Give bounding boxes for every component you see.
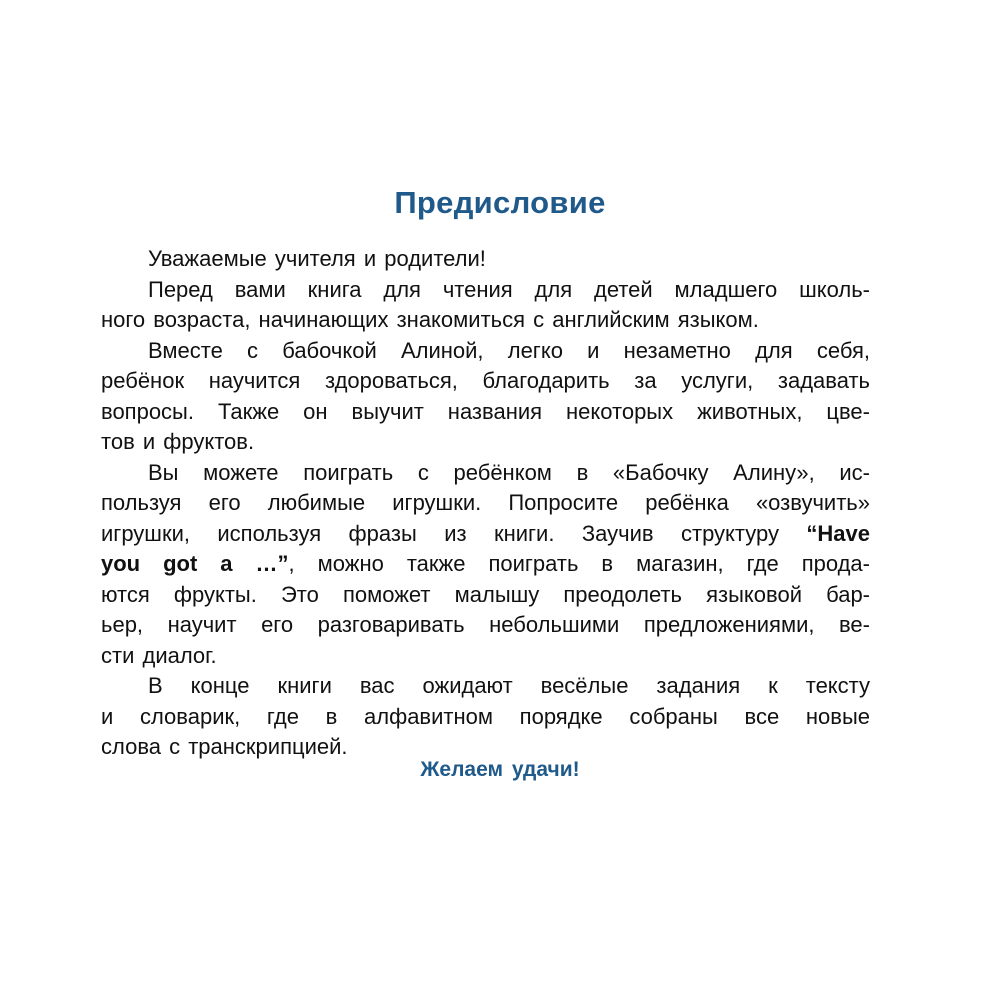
text-line: слова с транскрипцией. — [101, 734, 348, 759]
text-line: ного возраста, начинающих знакомиться с английским языком. — [101, 307, 759, 332]
text-line: и словарик, где в алфавитном порядке собраны все новые — [101, 703, 870, 729]
text-line: Вместе с бабочкой Алиной, легко и незаметно для себя, — [148, 337, 870, 363]
text-line: ются фрукты. Это поможет малышу преодолеть языковой бар- — [101, 581, 870, 607]
text-line: вопросы. Также он выучит названия некоторых животных, цве- — [101, 398, 870, 424]
text-line: тов и фруктов. — [101, 429, 255, 454]
text-line: В конце книги вас ожидают весёлые задания к тексту — [148, 673, 870, 698]
bold-phrase: you got a …” — [101, 551, 289, 576]
text-fragment: , можно также поиграть в магазин, где прода- — [288, 551, 870, 576]
preface-body — [101, 244, 870, 763]
text-line: Перед вами книга для чтения для детей младшего школь- — [148, 276, 870, 302]
text-line: ребёнок научится здороваться, благодарить за услуги, задавать — [101, 368, 870, 393]
text-line: сти диалог. — [101, 642, 217, 668]
text-fragment: игрушки, используя фразы из книги. Заучив структуру — [101, 520, 807, 546]
text-line — [101, 549, 870, 580]
closing-wish: Желаем удачи! — [420, 758, 580, 781]
text-line: Вы можете поиграть с ребёнком в «Бабочку Алину», ис- — [148, 459, 870, 485]
page-title: Предисловие — [394, 185, 606, 220]
bold-phrase: “Have — [806, 520, 870, 546]
text-line — [101, 519, 870, 550]
greeting-line: Уважаемые учителя и родители! — [148, 246, 486, 271]
text-line: пользуя его любимые игрушки. Попросите ребёнка «озвучить» — [101, 490, 870, 515]
text-line: ьер, научит его разговаривать небольшими предложениями, ве- — [101, 612, 870, 637]
